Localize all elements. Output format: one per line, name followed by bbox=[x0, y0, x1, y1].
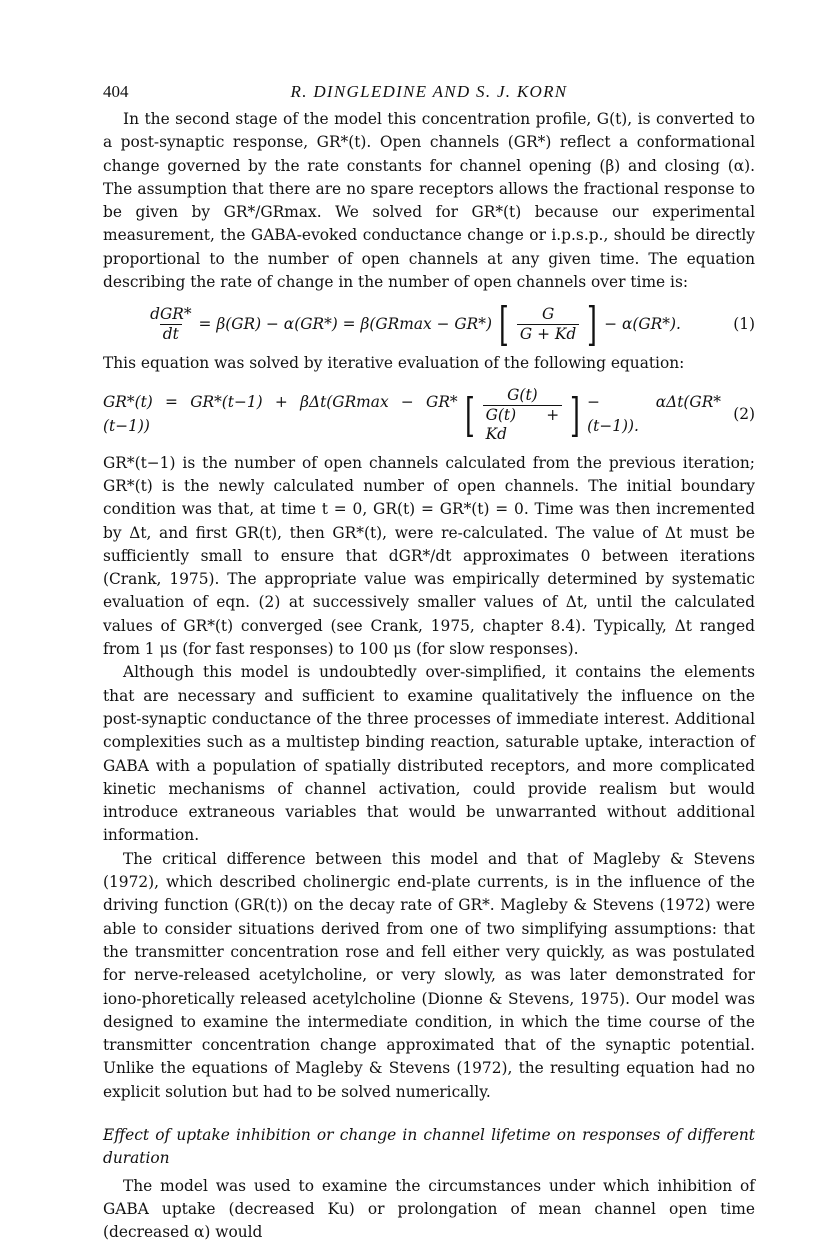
eq1-number: (1) bbox=[733, 314, 755, 333]
eq2-bracket: [ $\frac{G(t)}{G(t) + Kd}$ ] bbox=[464, 385, 581, 443]
page-number: 404 bbox=[103, 82, 129, 101]
eq1-frac-numerator: G bbox=[541, 304, 555, 323]
equation-1 bbox=[103, 297, 755, 352]
eq2-tail: − αΔt(GR*(t−1)). bbox=[587, 393, 721, 435]
section-heading: Effect of uptake inhibition or change in channel lifetime on responses of different duration bbox=[103, 1125, 755, 1168]
paragraph-critical-difference: The critical difference between this model and that of Magleby & Stevens (1972), which described cholinergic end-plate currents, is in the influence of the driving function (GR(t)) on the decay rate of GR*. Magleby & Stevens (1972) were able to consider situations derived from one of two simplifying assumptions: that the transmitter concentration rose and fell either very quickly, as was postulated for nerve-released acetylcholine, or very slowly, as was later demonstrated for iono-phoretically released acetylcholine (Dionne & Stevens, 1975). Our model was designed to examine the intermediate condition, in which the time course of the transmitter concentration change approximated that of the synaptic potential. Unlike the equations of Magleby & Stevens (1972), the resulting equation had no explicit solution but had to be solved numerically. bbox=[103, 849, 755, 1101]
paragraph-model-stage-two: In the second stage of the model this concentration profile, G(t), is converted to a post-synaptic response, GR*(t). Open channels (GR*) reflect a conformational change governed by the rate constants for channel opening (β) and closing (α). The assumption that there are no spare receptors allows the fractional response to be given by GR*/GRmax. We solved for GR*(t) because our experimental measurement, the GABA-evoked conductance change or i.p.s.p., should be directly proportional to the number of open channels at any given time. The equation describing the rate of change in the number of open channels over time is: bbox=[103, 110, 755, 292]
eq2-frac-denominator: G(t) + Kd bbox=[483, 405, 563, 444]
eq2-number: (2) bbox=[733, 405, 755, 424]
paragraph-iterative: This equation was solved by iterative evaluation of the following equation: bbox=[103, 354, 685, 373]
eq1-bracket: [ $\frac{G}{G + Kd}$ ] bbox=[499, 297, 598, 352]
eq2-frac-numerator: G(t) bbox=[507, 385, 538, 404]
eq1-lhs-fraction bbox=[147, 305, 194, 344]
paragraph-iteration-details: GR*(t−1) is the number of open channels calculated from the previous iteration; GR*(t) is the newly calculated number of open channels. The initial boundary condition was that, at time t = 0, GR(t) = GR*(t) = 0. Time was then incremented by Δt, and first GR(t), then GR*(t), were re-calculated. The value of Δt must be sufficiently small to ensure that dGR*/dt approximates 0 between iterations (Crank, 1975). The appropriate value was empirically determined by systematic evaluation of eqn. (2) at successively smaller values of Δt, until the calculated values of GR*(t) converged (see Crank, 1975, chapter 8.4). Typically, Δt ranged from 1 μs (for fast responses) to 100 μs (for slow responses). bbox=[103, 453, 755, 659]
eq1-frac-denominator: G + Kd bbox=[517, 324, 579, 344]
eq1-tail: − α(GR*). bbox=[604, 314, 681, 333]
running-head: R. DINGLEDINE AND S. J. KORN bbox=[290, 82, 568, 101]
eq1-middle: = β(GR) − α(GR*) = β(GRmax − GR*) bbox=[198, 314, 492, 333]
paragraph-uptake-inhibition: The model was used to examine the circumstances under which inhibition of GABA uptake (decreased Ku) or prolongation of mean channel open time (decreased α) would bbox=[103, 1176, 755, 1242]
page-header bbox=[103, 76, 755, 106]
journal-page bbox=[103, 76, 755, 1244]
equation-2 bbox=[103, 386, 755, 444]
eq1-lhs-numerator: dGR* bbox=[150, 304, 192, 323]
eq1-lhs-denominator: dt bbox=[160, 324, 182, 344]
eq2-left: GR*(t) = GR*(t−1) + βΔt(GRmax − GR*(t−1)) bbox=[103, 393, 458, 435]
paragraph-model-simplification: Although this model is undoubtedly over-simplified, it contains the elements that are necessary and sufficient to examine qualitatively the influence on the post-synaptic conductance of the three processes of immediate interest. Additional complexities such as a multistep binding reaction, saturable uptake, interaction of GABA with a population of spatially distributed receptors, and more complicated kinetic mechanisms of channel activation, could provide realism but would introduce extraneous variables that would be unwarranted without additional information. bbox=[103, 663, 755, 845]
